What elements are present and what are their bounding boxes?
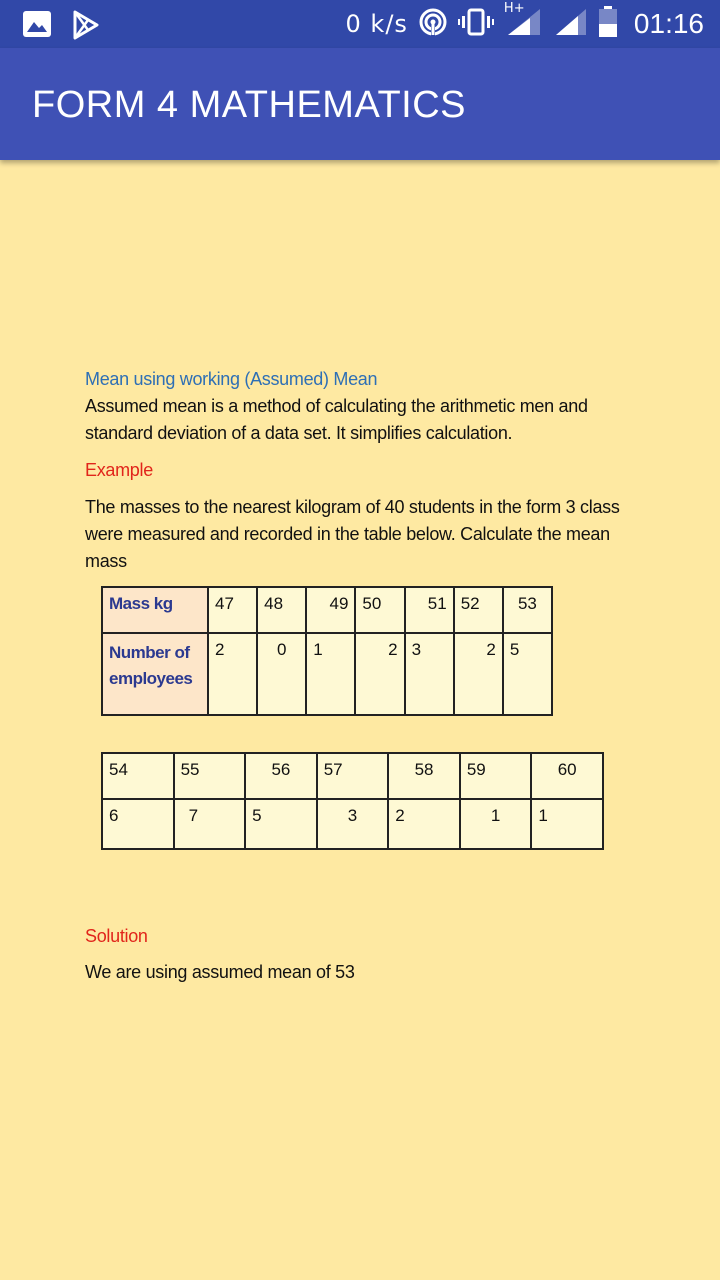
net-speed: 0 k/s: [345, 10, 408, 38]
table-cell: 1: [531, 799, 603, 849]
table-cell: 58: [388, 753, 460, 799]
table-cell: 50: [355, 587, 404, 633]
section-title: Mean using working (Assumed) Mean: [85, 369, 378, 389]
table-cell: 53: [503, 587, 552, 633]
signal-icon: [503, 0, 544, 42]
table-cell: 7: [174, 799, 246, 849]
table-cell: 6: [102, 799, 174, 849]
table-row: [102, 799, 603, 849]
table-cell: 1: [306, 633, 355, 715]
table-row: [102, 587, 552, 633]
problem-text: The masses to the nearest kilogram of 40 students in the form 3 class were measured and recorded in the table below. Calculate the mean mass: [85, 497, 620, 571]
table-cell: 60: [531, 753, 603, 799]
table-cell: 2: [388, 799, 460, 849]
table-cell: 55: [174, 753, 246, 799]
table-cell: 51: [405, 587, 454, 633]
table-cell: 1: [460, 799, 532, 849]
table-cell: 2: [208, 633, 257, 715]
solution-label: Solution: [85, 926, 148, 946]
table-cell: 47: [208, 587, 257, 633]
table-cell: 5: [245, 799, 317, 849]
table-row: [102, 753, 603, 799]
number-header: Number of employees: [102, 633, 208, 715]
table-cell: 2: [454, 633, 503, 715]
signal-icon: [554, 7, 588, 42]
vibrate-icon: [458, 7, 494, 42]
table-cell: 49: [306, 587, 355, 633]
table-cell: 56: [245, 753, 317, 799]
data-table-2: [101, 752, 604, 850]
example-label: Example: [85, 460, 153, 480]
mass-header: Mass kg: [102, 587, 208, 633]
table-cell: 54: [102, 753, 174, 799]
table-cell: 57: [317, 753, 389, 799]
table-cell: 2: [355, 633, 404, 715]
table-cell: 59: [460, 753, 532, 799]
battery-icon: [598, 6, 618, 43]
solution-text: We are using assumed mean of 53: [85, 962, 355, 982]
app-bar: [0, 48, 720, 160]
table-cell: 5: [503, 633, 552, 715]
image-icon: [22, 10, 52, 45]
lesson-content: [85, 366, 645, 575]
table-cell: 48: [257, 587, 306, 633]
hotspot-icon: [418, 7, 448, 42]
network-type: H+: [503, 0, 525, 16]
clock: 01:16: [633, 8, 704, 39]
table-cell: 3: [317, 799, 389, 849]
table-cell: 0: [257, 633, 306, 715]
table-cell: 3: [405, 633, 454, 715]
app-title: FORM 4 MATHEMATICS: [32, 84, 467, 126]
status-bar: [0, 0, 720, 48]
table-row: [102, 633, 552, 715]
intro-text: Assumed mean is a method of calculating the arithmetic men and standard deviation of a data set. It simplifies calculation.: [85, 396, 588, 443]
table-cell: 52: [454, 587, 503, 633]
data-table-1: [101, 586, 553, 716]
play-store-icon: [72, 10, 100, 45]
